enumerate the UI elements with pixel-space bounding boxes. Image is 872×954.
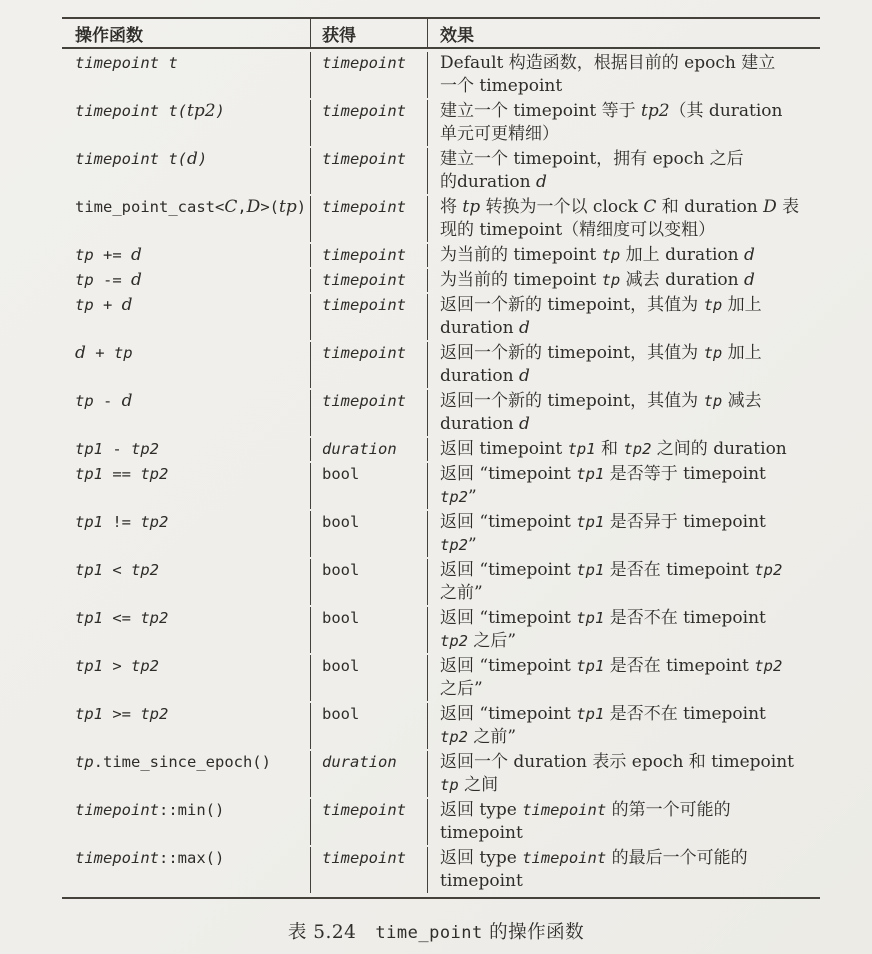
result-type-cell	[310, 703, 428, 749]
text-segment: tp2	[623, 440, 652, 458]
text-segment: tp2	[140, 609, 169, 627]
text-segment: timepoint	[322, 344, 406, 362]
operation-cell	[62, 655, 310, 701]
text-segment: tp2	[641, 101, 670, 121]
text-segment: 是否等于 timepoint	[604, 464, 766, 484]
text-segment: timepoint t(	[75, 102, 187, 120]
operation-cell	[62, 342, 310, 388]
result-type-cell	[310, 751, 428, 797]
text-segment: d	[518, 318, 530, 338]
effect-cell	[428, 100, 820, 146]
effect-cell	[428, 751, 820, 797]
table-row	[62, 751, 820, 799]
operation-cell	[62, 196, 310, 242]
text-segment: tp2	[140, 465, 169, 483]
text-segment: 现的 timepoint（精细度可以变粗）	[440, 220, 716, 240]
text-segment: tp	[601, 271, 621, 289]
text-segment: bool	[322, 561, 360, 579]
effect-line	[440, 52, 814, 75]
text-segment: timepoint	[522, 849, 607, 867]
text-segment: tp	[601, 246, 621, 264]
effect-cell	[428, 438, 820, 461]
table-row	[62, 148, 820, 196]
text-segment: duration	[322, 440, 397, 458]
text-segment: -=	[93, 271, 131, 289]
result-type-cell	[310, 655, 428, 701]
text-segment: tp	[75, 392, 94, 410]
effect-line	[440, 196, 814, 219]
text-segment: tp1	[576, 561, 605, 579]
table-caption	[0, 918, 872, 944]
table-row	[62, 100, 820, 148]
text-segment: tp	[75, 296, 94, 314]
text-segment: 转换为一个以 clock	[480, 197, 644, 217]
text-segment: d	[744, 245, 755, 265]
header-result: 获得	[310, 19, 428, 47]
text-segment: )	[215, 102, 225, 120]
text-segment: 为当前的 timepoint	[440, 245, 602, 265]
effect-line	[440, 123, 814, 146]
table-body	[62, 49, 820, 897]
table-row	[62, 703, 820, 751]
text-segment: 返回 “timepoint	[440, 560, 577, 580]
text-segment: timepoint	[522, 801, 607, 819]
text-segment: d	[121, 391, 133, 411]
operation-cell	[62, 390, 310, 436]
table-row	[62, 655, 820, 703]
result-type-cell	[310, 196, 428, 242]
effect-cell	[428, 342, 820, 388]
text-segment: timepoint	[322, 849, 406, 867]
effect-line	[440, 822, 814, 845]
text-segment: d	[121, 295, 133, 315]
operation-cell	[62, 148, 310, 194]
text-segment: timepoint	[322, 392, 406, 410]
text-segment: 是否在 timepoint	[604, 560, 755, 580]
table-header-row	[62, 19, 820, 49]
text-segment: >(	[260, 198, 279, 216]
text-segment: )	[197, 150, 208, 168]
text-segment: +=	[93, 246, 131, 264]
text-segment: 是否不在 timepoint	[604, 704, 766, 724]
text-segment: tp1	[75, 440, 103, 458]
text-segment: 之间的 duration	[651, 439, 787, 459]
text-segment: !=	[103, 513, 141, 531]
effect-line	[440, 486, 814, 509]
operation-cell	[62, 244, 310, 267]
effect-cell	[428, 511, 820, 557]
operation-cell	[62, 438, 310, 461]
text-segment: tp2	[131, 440, 159, 458]
text-segment: bool	[322, 609, 360, 627]
text-segment: 返回 “timepoint	[440, 608, 577, 628]
text-segment: 返回 “timepoint	[440, 656, 577, 676]
text-segment: tp	[75, 753, 94, 771]
effect-line	[440, 630, 814, 653]
effect-line	[440, 294, 814, 317]
text-segment: 之间	[458, 775, 499, 795]
text-segment: duration	[440, 414, 519, 434]
text-segment: 的duration	[440, 172, 536, 192]
result-type-cell	[310, 847, 428, 893]
text-segment: tp1	[576, 705, 605, 723]
text-segment: 加上	[722, 295, 762, 315]
text-segment: tp1	[576, 657, 605, 675]
text-segment: )	[296, 198, 307, 216]
text-segment: 返回一个新的 timepoint，其值为	[440, 391, 704, 411]
operation-cell	[62, 463, 310, 509]
text-segment: ==	[103, 465, 141, 483]
text-segment: 加上	[722, 343, 762, 363]
text-segment: tp2	[131, 561, 159, 579]
text-segment: tp1	[576, 465, 605, 483]
text-segment: tp	[75, 246, 94, 264]
text-segment: 表 5.24	[287, 922, 376, 943]
effect-line	[440, 607, 814, 630]
effect-cell	[428, 390, 820, 436]
text-segment: 建立一个 timepoint 等于	[440, 101, 641, 121]
text-segment: timepoint	[322, 271, 406, 289]
text-segment: tp	[703, 392, 723, 410]
effect-cell	[428, 607, 820, 653]
text-segment: 之后”	[440, 679, 483, 699]
text-segment: timepoint	[322, 296, 406, 314]
effect-cell	[428, 847, 820, 893]
result-type-cell	[310, 511, 428, 557]
text-segment: 加上 duration	[620, 245, 745, 265]
text-segment: duration	[440, 366, 519, 386]
effect-line	[440, 463, 814, 486]
result-type-cell	[310, 607, 428, 653]
text-segment: tp	[113, 344, 133, 362]
effect-line	[440, 751, 814, 774]
text-segment: ”	[468, 487, 477, 507]
text-segment: tp1	[75, 561, 103, 579]
effect-line	[440, 317, 814, 340]
operation-cell	[62, 100, 310, 146]
effect-line	[440, 774, 814, 797]
text-segment: 返回 type	[440, 848, 523, 868]
effect-line	[440, 171, 814, 194]
effect-line	[440, 582, 814, 605]
effect-cell	[428, 148, 820, 194]
table-row	[62, 847, 820, 895]
text-segment: 是否异于 timepoint	[604, 512, 766, 532]
result-type-cell	[310, 269, 428, 292]
operation-cell	[62, 751, 310, 797]
effect-line	[440, 269, 814, 292]
text-segment: tp2	[440, 728, 468, 746]
text-segment: 是否不在 timepoint	[604, 608, 766, 628]
table-row	[62, 463, 820, 511]
text-segment: timepoint	[322, 246, 406, 264]
text-segment: timepoint	[322, 54, 406, 72]
text-segment: tp2	[131, 657, 159, 675]
text-segment: d	[744, 270, 755, 290]
text-segment: ,	[237, 198, 247, 216]
effect-line	[440, 799, 814, 822]
text-segment: timepoint	[440, 823, 523, 843]
header-operation: 操作函数	[75, 25, 143, 46]
text-segment: 一个 timepoint	[440, 76, 563, 96]
effect-line	[440, 75, 814, 98]
text-segment: ::min()	[159, 801, 225, 819]
table-row	[62, 799, 820, 847]
text-segment: tp1	[75, 609, 103, 627]
text-segment: time_point_cast<	[75, 198, 225, 216]
text-segment: C	[643, 197, 657, 217]
text-segment: time_point	[375, 923, 483, 943]
result-type-cell	[310, 100, 428, 146]
result-type-cell	[310, 463, 428, 509]
text-segment: tp2	[754, 561, 783, 579]
table-row	[62, 196, 820, 244]
text-segment: 之后”	[468, 631, 517, 651]
text-segment: 和 duration	[656, 197, 764, 217]
text-segment: tp2	[754, 657, 783, 675]
effect-line	[440, 219, 814, 242]
operation-cell	[62, 52, 310, 98]
text-segment: d	[75, 343, 86, 363]
table-row	[62, 342, 820, 390]
text-segment: tp1	[576, 609, 605, 627]
effect-line	[440, 726, 814, 749]
text-segment: +	[93, 296, 122, 314]
result-type-cell	[310, 342, 428, 388]
result-type-cell	[310, 438, 428, 461]
operation-cell	[62, 703, 310, 749]
result-type-cell	[310, 390, 428, 436]
text-segment: tp2	[440, 488, 468, 506]
text-segment: >=	[103, 705, 141, 723]
text-segment: timepoint t	[75, 54, 178, 72]
table-row	[62, 294, 820, 342]
text-segment: d	[518, 366, 530, 386]
text-segment: d	[535, 172, 547, 192]
text-segment: <=	[103, 609, 141, 627]
result-type-cell	[310, 799, 428, 845]
text-segment: tp	[462, 197, 481, 217]
text-segment: 的第一个可能的	[606, 800, 731, 820]
effect-line	[440, 438, 814, 461]
text-segment: 返回 timepoint	[440, 439, 568, 459]
text-segment: timepoint	[440, 871, 523, 891]
result-type-cell	[310, 148, 428, 194]
text-segment: tp1	[567, 440, 596, 458]
effect-line	[440, 365, 814, 388]
text-segment: 的操作函数	[482, 922, 585, 943]
operation-cell	[62, 269, 310, 292]
effect-line	[440, 847, 814, 870]
effect-cell	[428, 244, 820, 267]
text-segment: 之前”	[468, 727, 517, 747]
text-segment: 单元可更精细）	[440, 124, 559, 144]
result-type-cell	[310, 559, 428, 605]
text-segment: D	[246, 197, 261, 217]
text-segment: tp2	[140, 513, 169, 531]
text-segment: bool	[322, 465, 360, 483]
text-segment: ”	[468, 535, 477, 555]
text-segment: tp	[703, 296, 723, 314]
text-segment: 的最后一个可能的	[606, 848, 748, 868]
effect-line	[440, 870, 814, 893]
text-segment: duration	[440, 318, 519, 338]
text-segment: 为当前的 timepoint	[440, 270, 602, 290]
operation-cell	[62, 559, 310, 605]
text-segment: tp2	[140, 705, 169, 723]
text-segment: 是否在 timepoint	[604, 656, 755, 676]
text-segment: bool	[322, 657, 360, 675]
effect-line	[440, 100, 814, 123]
effect-cell	[428, 655, 820, 701]
operation-cell	[62, 511, 310, 557]
text-segment: bool	[322, 705, 360, 723]
effect-line	[440, 559, 814, 582]
text-segment: tp1	[75, 513, 103, 531]
effect-line	[440, 534, 814, 557]
text-segment: -	[103, 440, 131, 458]
effect-line	[440, 413, 814, 436]
text-segment: Default 构造函数，根据目前的 epoch 建立	[440, 53, 776, 73]
text-segment: timepoint	[322, 150, 406, 168]
text-segment: 减去 duration	[620, 270, 745, 290]
table-row	[62, 390, 820, 438]
operation-cell	[62, 294, 310, 340]
text-segment: tp	[278, 197, 297, 217]
text-segment: tp1	[75, 465, 103, 483]
text-segment: 减去	[722, 391, 762, 411]
text-segment: 将	[440, 197, 463, 217]
text-segment: 返回 type	[440, 800, 523, 820]
effect-cell	[428, 559, 820, 605]
text-segment: bool	[322, 513, 360, 531]
text-segment: tp1	[576, 513, 605, 531]
text-segment: tp2	[186, 101, 216, 121]
result-type-cell	[310, 52, 428, 98]
effect-line	[440, 655, 814, 678]
text-segment: -	[93, 392, 122, 410]
text-segment: tp1	[75, 705, 103, 723]
effect-line	[440, 244, 814, 267]
effect-line	[440, 148, 814, 171]
text-segment: tp1	[75, 657, 103, 675]
effect-line	[440, 390, 814, 413]
text-segment: （其 duration	[669, 101, 783, 121]
text-segment: 返回 “timepoint	[440, 704, 577, 724]
text-segment: d	[186, 149, 198, 169]
text-segment: C	[224, 197, 238, 217]
text-segment: 返回一个新的 timepoint，其值为	[440, 295, 704, 315]
text-segment: timepoint	[75, 849, 159, 867]
text-segment: tp	[703, 344, 723, 362]
table-row	[62, 269, 820, 294]
operation-cell	[62, 847, 310, 893]
text-segment: timepoint	[75, 801, 159, 819]
table-row	[62, 244, 820, 269]
text-segment: 返回 “timepoint	[440, 464, 577, 484]
text-segment: timepoint	[322, 198, 406, 216]
effect-cell	[428, 196, 820, 242]
text-segment: 返回 “timepoint	[440, 512, 577, 532]
effect-cell	[428, 294, 820, 340]
effect-cell	[428, 269, 820, 292]
text-segment: tp2	[440, 632, 468, 650]
operations-table	[62, 17, 820, 899]
text-segment: <	[103, 561, 131, 579]
text-segment: duration	[322, 753, 397, 771]
operation-cell	[62, 799, 310, 845]
table-row	[62, 52, 820, 100]
result-type-cell	[310, 244, 428, 267]
table-row	[62, 438, 820, 463]
text-segment: .time_since_epoch()	[93, 753, 271, 771]
text-segment: 之前”	[440, 583, 483, 603]
text-segment: +	[85, 344, 114, 362]
table-row	[62, 607, 820, 655]
text-segment: 建立一个 timepoint，拥有 epoch 之后	[440, 149, 744, 169]
table-row	[62, 559, 820, 607]
text-segment: 返回一个新的 timepoint，其值为	[440, 343, 704, 363]
text-segment: 和	[595, 439, 624, 459]
text-segment: D	[763, 197, 777, 217]
effect-cell	[428, 52, 820, 98]
text-segment: timepoint	[322, 102, 406, 120]
operation-cell	[62, 607, 310, 653]
effect-line	[440, 342, 814, 365]
text-segment: >	[103, 657, 131, 675]
effect-line	[440, 703, 814, 726]
text-segment: d	[131, 245, 142, 265]
text-segment: d	[518, 414, 530, 434]
text-segment: tp	[75, 271, 94, 289]
text-segment: d	[131, 270, 142, 290]
header-effect: 效果	[440, 25, 474, 46]
text-segment: timepoint t(	[75, 150, 187, 168]
text-segment: timepoint	[322, 801, 406, 819]
effect-line	[440, 678, 814, 701]
text-segment: ::max()	[159, 849, 225, 867]
effect-cell	[428, 799, 820, 845]
text-segment: 表	[776, 197, 800, 217]
effect-line	[440, 511, 814, 534]
result-type-cell	[310, 294, 428, 340]
table-row	[62, 511, 820, 559]
text-segment: 返回一个 duration 表示 epoch 和 timepoint	[440, 752, 794, 772]
effect-cell	[428, 463, 820, 509]
text-segment: tp	[440, 776, 459, 794]
effect-cell	[428, 703, 820, 749]
text-segment: tp2	[440, 536, 468, 554]
